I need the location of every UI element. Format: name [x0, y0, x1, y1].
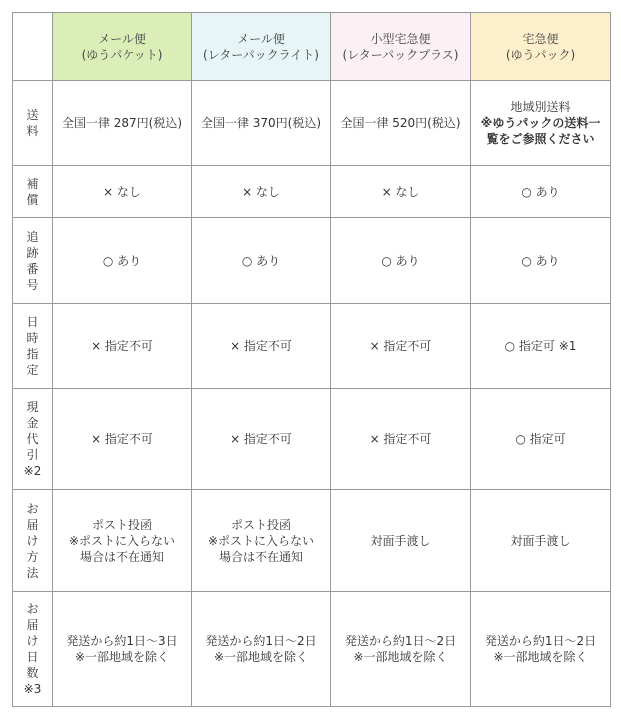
cell-delivery-days: [192, 592, 331, 707]
cell-tracking: ○ あり: [471, 218, 611, 304]
post-delivery-note: ※ポストに入らない: [207, 533, 315, 548]
row-label-cash-on-delivery: [13, 389, 53, 490]
delivery-days-value: 発送から約1日〜2日: [484, 634, 597, 648]
cell-shipping-fee: 全国一律 520円(税込): [331, 81, 471, 166]
cell-delivery-days: [331, 592, 471, 707]
column-header-title: 小型宅急便: [370, 31, 431, 46]
row-label-char: 方: [26, 549, 39, 564]
row-label-char: 届: [26, 618, 39, 632]
row-delivery-days: [13, 592, 611, 707]
cell-compensation: × なし: [53, 166, 192, 218]
row-label-char: 番: [26, 261, 39, 276]
row-label-char: 定: [26, 363, 39, 377]
cell-date-time: × 指定不可: [53, 304, 192, 389]
row-label-tracking-number: [13, 218, 53, 304]
cell-delivery-method-handover: 対面手渡し: [331, 490, 471, 592]
column-header-letterpack-plus: [331, 13, 471, 81]
row-label-char: お: [26, 501, 39, 516]
row-label-char: 料: [26, 124, 39, 138]
shipping-comparison-table: [12, 12, 611, 707]
row-label-char: 数: [26, 666, 39, 680]
delivery-days-note: ※一部地域を除く: [353, 650, 448, 664]
delivery-days-value: 発送から約1日〜2日: [205, 634, 317, 648]
column-header-title: メール便: [237, 31, 285, 46]
cell-shipping-fee: 全国一律 370円(税込): [192, 81, 331, 166]
row-compensation: [13, 166, 611, 218]
row-label-char: 償: [26, 192, 39, 207]
row-label-char: 金: [26, 416, 39, 430]
row-label-char: 指: [26, 347, 39, 361]
row-label-char: お: [26, 602, 39, 616]
row-label-char: 跡: [26, 245, 39, 260]
cell-compensation: ○ あり: [471, 166, 611, 218]
cell-date-time: ○ 指定可 ※1: [471, 304, 611, 389]
delivery-days-note: ※一部地域を除く: [213, 650, 309, 664]
row-shipping-fee: [13, 81, 611, 166]
row-label-char: 時: [26, 331, 39, 345]
row-label-char: け: [26, 634, 39, 648]
cell-date-time: × 指定不可: [331, 304, 471, 389]
cell-tracking: ○ あり: [331, 218, 471, 304]
cell-cash-on-delivery: × 指定不可: [53, 389, 192, 490]
cell-delivery-method-post: [53, 490, 192, 592]
row-tracking-number: [13, 218, 611, 304]
row-label-char: 代: [26, 432, 39, 446]
cell-tracking: ○ あり: [53, 218, 192, 304]
row-label-char: 日: [26, 650, 39, 664]
cell-tracking: ○ あり: [192, 218, 331, 304]
row-label-char: 現: [26, 400, 39, 414]
post-delivery-label: ポスト投函: [91, 517, 152, 532]
column-header-subtitle: (レターパックプラス): [342, 47, 459, 62]
delivery-days-note: ※一部地域を除く: [493, 650, 588, 664]
row-label-char: 引: [26, 448, 39, 462]
row-cash-on-delivery: [13, 389, 611, 490]
cell-cash-on-delivery: ○ 指定可: [471, 389, 611, 490]
column-header-yu-packet: [53, 13, 192, 81]
row-delivery-method: [13, 490, 611, 592]
row-label-char: 追: [26, 229, 39, 244]
cell-cash-on-delivery: × 指定不可: [192, 389, 331, 490]
row-label-date-time-designation: [13, 304, 53, 389]
row-label-delivery-method: [13, 490, 53, 592]
row-label-char: ※2: [23, 464, 42, 478]
regional-fee-label: 地域別送料: [510, 100, 571, 114]
yu-pack-fee-list-note: ※ゆうパックの送料一覧をご参照ください: [480, 116, 601, 146]
row-label-char: 法: [26, 565, 39, 580]
post-delivery-note-2: 場合は不在通知: [79, 549, 164, 564]
cell-shipping-fee-regional: [471, 81, 611, 166]
row-label-char: 届: [26, 517, 39, 532]
cell-cash-on-delivery: × 指定不可: [331, 389, 471, 490]
row-label-delivery-days: [13, 592, 53, 707]
cell-date-time: × 指定不可: [192, 304, 331, 389]
row-label-char: け: [26, 533, 39, 548]
corner-cell: [13, 13, 53, 81]
column-header-subtitle: (ゆうパック): [505, 47, 576, 62]
row-label-char: 送: [26, 108, 39, 122]
row-date-time-designation: [13, 304, 611, 389]
cell-delivery-days: [53, 592, 192, 707]
delivery-days-value: 発送から約1日〜3日: [66, 634, 178, 648]
column-header-subtitle: (ゆうパケット): [81, 47, 163, 62]
header-row: [13, 13, 611, 81]
row-label-char: ※3: [23, 682, 42, 696]
row-label-char: 号: [26, 277, 39, 292]
post-delivery-label: ポスト投函: [230, 517, 291, 532]
row-label-char: 補: [26, 176, 39, 191]
cell-delivery-method-post: [192, 490, 331, 592]
cell-delivery-method-handover: 対面手渡し: [471, 490, 611, 592]
delivery-days-note: ※一部地域を除く: [74, 650, 170, 664]
row-label-char: 日: [26, 315, 39, 329]
column-header-letterpack-light: [192, 13, 331, 81]
cell-compensation: × なし: [331, 166, 471, 218]
column-header-title: 宅急便: [522, 31, 559, 46]
cell-compensation: × なし: [192, 166, 331, 218]
cell-shipping-fee: 全国一律 287円(税込): [53, 81, 192, 166]
column-header-yu-pack: [471, 13, 611, 81]
post-delivery-note-2: 場合は不在通知: [218, 549, 303, 564]
delivery-days-value: 発送から約1日〜2日: [344, 634, 457, 648]
column-header-subtitle: (レターパックライト): [203, 47, 319, 62]
row-label-compensation: [13, 166, 53, 218]
post-delivery-note: ※ポストに入らない: [68, 533, 176, 548]
row-label-shipping-fee: [13, 81, 53, 166]
column-header-title: メール便: [98, 31, 146, 46]
cell-delivery-days: [471, 592, 611, 707]
